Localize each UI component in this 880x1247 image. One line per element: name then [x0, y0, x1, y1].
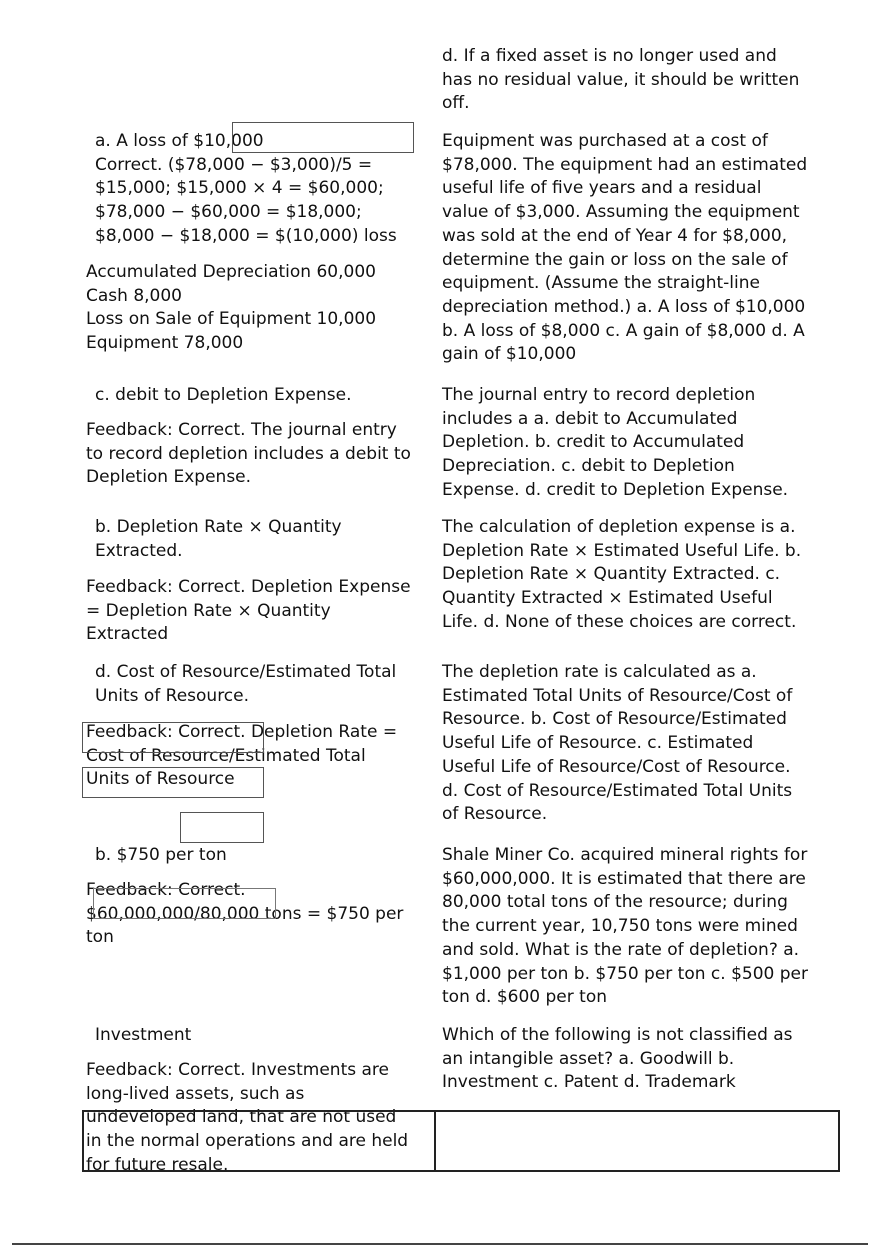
- text-line: in the normal operations and are held: [86, 1131, 409, 1152]
- question-text: [442, 384, 837, 503]
- text-line: the current year, 10,750 tons were mined: [442, 916, 798, 937]
- text-line: ton: [86, 927, 114, 948]
- text-line: $15,000; $15,000 × 4 = $60,000;: [95, 178, 384, 199]
- text-line: includes a a. debit to Accumulated: [442, 408, 738, 429]
- text-line: Equipment was purchased at a cost of: [442, 131, 768, 151]
- text-line: Correct. ($78,000 − $3,000)/5 =: [95, 154, 373, 175]
- question-text: [442, 130, 837, 367]
- text-line: Cost of Resource/Estimated Total: [86, 745, 366, 766]
- text-line: long-lived assets, such as: [86, 1083, 305, 1104]
- text-line: has no residual value, it should be written: [442, 69, 800, 90]
- text-line: Feedback: Correct.: [86, 880, 246, 900]
- highlight-box: [180, 812, 264, 843]
- text-line: Extracted.: [95, 540, 183, 561]
- feedback-text: [86, 419, 431, 490]
- answer-text: [95, 844, 435, 868]
- text-line: Which of the following is not classified as: [442, 1025, 793, 1045]
- text-line: gain of $10,000: [442, 344, 577, 365]
- highlight-box: [232, 122, 414, 153]
- text-line: Quantity Extracted × Estimated Useful: [442, 588, 773, 609]
- text-line: $60,000,000. It is estimated that there are: [442, 868, 806, 889]
- text-line: Feedback: Correct. The journal entry: [86, 420, 397, 440]
- text-line: The depletion rate is calculated as a.: [442, 662, 757, 682]
- page-footer-rule: [12, 1243, 868, 1245]
- text-line: Life. d. None of these choices are correct.: [442, 611, 797, 632]
- text-line: Useful Life of Resource/Cost of Resource.: [442, 756, 791, 777]
- table-frame: [82, 1110, 840, 1172]
- text-line: equipment. (Assume the straight-line: [442, 273, 760, 294]
- text-line: $1,000 per ton b. $750 per ton c. $500 per: [442, 963, 808, 984]
- question-text: [442, 661, 837, 827]
- text-line: $8,000 − $18,000 = $(10,000) loss: [95, 225, 397, 246]
- highlight-box: [82, 767, 264, 798]
- text-line: The calculation of depletion expense is a.: [442, 517, 796, 537]
- text-line: Feedback: Correct. Depletion Expense: [86, 577, 411, 597]
- text-line: c. debit to Depletion Expense.: [95, 385, 352, 405]
- text-line: to record depletion includes a debit to: [86, 443, 411, 464]
- text-line: Units of Resource: [86, 769, 235, 790]
- text-line: Depletion. b. credit to Accumulated: [442, 432, 745, 453]
- text-line: Extracted: [86, 624, 169, 645]
- question-text: [442, 1024, 837, 1095]
- text-line: Feedback: Correct. Investments are: [86, 1060, 389, 1080]
- text-line: Feedback: Correct. Depletion Rate =: [86, 722, 398, 742]
- text-line: b. Depletion Rate × Quantity: [95, 517, 342, 537]
- text-line: Shale Miner Co. acquired mineral rights for: [442, 845, 808, 865]
- text-line: Resource. b. Cost of Resource/Estimated: [442, 709, 787, 730]
- highlight-box: [82, 722, 264, 753]
- text-line: determine the gain or loss on the sale of: [442, 249, 788, 270]
- question-text: [442, 844, 837, 1010]
- text-line: an intangible asset? a. Goodwill b.: [442, 1048, 735, 1069]
- text-line: Estimated Total Units of Resource/Cost of: [442, 685, 793, 706]
- text-line: and sold. What is the rate of depletion? a.: [442, 939, 800, 960]
- text-line: Depletion Rate × Quantity Extracted. c.: [442, 564, 781, 585]
- text-line: useful life of five years and a residual: [442, 178, 762, 199]
- text-line: Accumulated Depreciation 60,000: [86, 262, 376, 282]
- text-line: d. Cost of Resource/Estimated Total Units: [442, 780, 793, 801]
- text-line: Loss on Sale of Equipment 10,000: [86, 309, 377, 330]
- text-line: $78,000. The equipment had an estimated: [442, 154, 808, 175]
- text-line: depreciation method.) a. A loss of $10,000: [442, 296, 806, 317]
- text-line: Investment c. Patent d. Trademark: [442, 1072, 736, 1093]
- text-line: Units of Resource.: [95, 685, 250, 706]
- text-line: b. $750 per ton: [95, 845, 227, 865]
- text-line: was sold at the end of Year 4 for $8,000,: [442, 225, 788, 246]
- text-line: $78,000 − $60,000 = $18,000;: [95, 202, 362, 223]
- text-line: d. Cost of Resource/Estimated Total: [95, 662, 397, 682]
- text-line: Expense. d. credit to Depletion Expense.: [442, 479, 789, 500]
- feedback-text: [86, 261, 431, 356]
- text-line: d. If a fixed asset is no longer used and: [442, 46, 777, 66]
- question-text: [442, 516, 837, 635]
- text-line: Depletion Rate × Estimated Useful Life. b.: [442, 540, 802, 561]
- table-divider: [434, 1112, 436, 1170]
- text-line: Cash 8,000: [86, 285, 182, 306]
- highlight-box: [93, 888, 276, 919]
- feedback-text: [86, 576, 431, 647]
- text-line: Investment: [95, 1025, 192, 1045]
- answer-text: [95, 661, 435, 708]
- text-line: undeveloped land, that are not used: [86, 1107, 397, 1128]
- text-line: for future resale.: [86, 1154, 229, 1175]
- text-line: Depreciation. c. debit to Depletion: [442, 456, 735, 477]
- answer-text: [95, 516, 435, 563]
- text-line: ton d. $600 per ton: [442, 987, 607, 1008]
- text-line: = Depletion Rate × Quantity: [86, 600, 331, 621]
- text-line: off.: [442, 93, 470, 114]
- text-line: b. A loss of $8,000 c. A gain of $8,000 d. A: [442, 320, 805, 341]
- text-line: Depletion Expense.: [86, 467, 252, 488]
- text-line: Equipment 78,000: [86, 333, 244, 354]
- text-line: The journal entry to record depletion: [442, 385, 756, 405]
- text-line: 80,000 total tons of the resource; during: [442, 892, 788, 913]
- text-line: of Resource.: [442, 804, 548, 825]
- text-line: $60,000,000/80,000 tons = $750 per: [86, 903, 404, 924]
- answer-text: [95, 384, 435, 408]
- text-line: Useful Life of Resource. c. Estimated: [442, 733, 754, 754]
- text-line: a. A loss of $10,000: [95, 131, 264, 151]
- question-text: [442, 45, 837, 116]
- answer-text: [95, 1024, 435, 1048]
- text-line: value of $3,000. Assuming the equipment: [442, 202, 800, 223]
